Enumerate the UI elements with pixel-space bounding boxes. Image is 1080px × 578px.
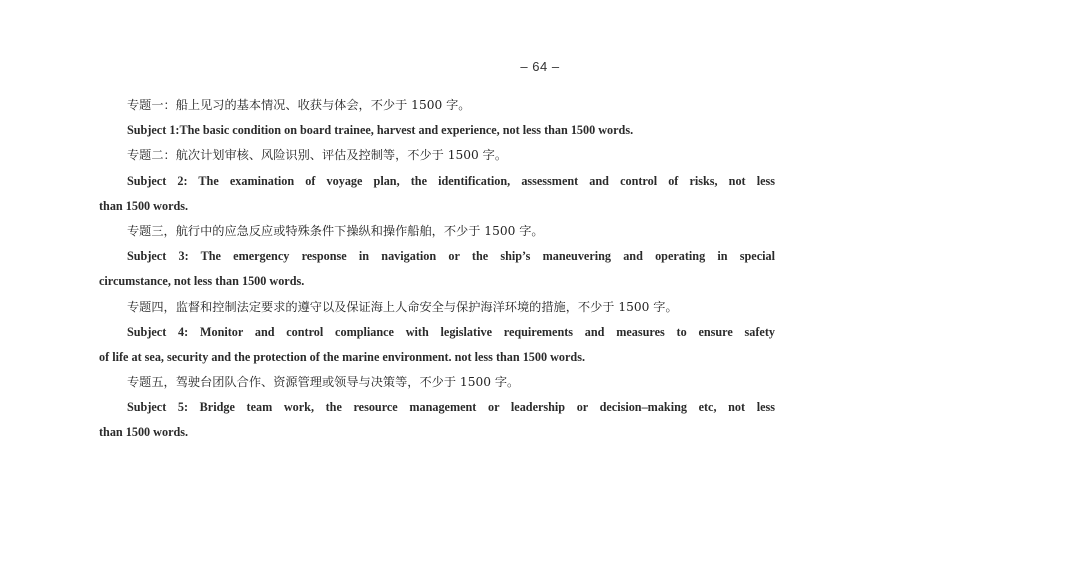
subject-4-english-line-2: of life at sea, security and the protection of the marine environment. not less than 1500 words. — [99, 349, 585, 364]
subject-5-english-line-1: Subject 5: Bridge team work, the resource management or leadership or decision–making etc, not less — [127, 400, 775, 415]
subject-2-english-line-1: Subject 2: The examination of voyage plan, the identification, assessment and control of risks, not less — [127, 173, 775, 188]
subject-4-chinese-title: 专题四，监督和控制法定要求的遵守以及保证海上人命安全与保护海洋环境的措施，不少于 1500 字。 — [127, 299, 678, 314]
subject-3-english-line-2: circumstance, not less than 1500 words. — [99, 274, 305, 289]
subject-list — [99, 93, 775, 446]
page-number: – 64 – — [520, 59, 560, 74]
subject-5-chinese-title: 专题五，驾驶台团队合作、资源管理或领导与决策等，不少于 1500 字。 — [127, 375, 520, 390]
subject-2-chinese-title: 专题二：航次计划审核、风险识别、评估及控制等，不少于 1500 字。 — [127, 148, 508, 163]
subject-4-english-line-1: Subject 4: Monitor and control compliance with legislative requirements and measures to ensure safety — [127, 324, 775, 339]
subject-2-english-line-2: than 1500 words. — [99, 198, 189, 213]
subject-3-english-line-1: Subject 3: The emergency response in navigation or the ship’s maneuvering and operating in special — [127, 249, 775, 264]
subject-5-english-line-2: than 1500 words. — [99, 425, 189, 440]
subject-3-chinese-title: 专题三，航行中的应急反应或特殊条件下操纵和操作船舶，不少于 1500 字。 — [127, 223, 544, 238]
subject-1-chinese-title: 专题一：船上见习的基本情况、收获与体会，不少于 1500 字。 — [127, 98, 471, 112]
subject-1-english-line-1: Subject 1:The basic condition on board trainee, harvest and experience, not less than 1500 words. — [127, 123, 634, 138]
